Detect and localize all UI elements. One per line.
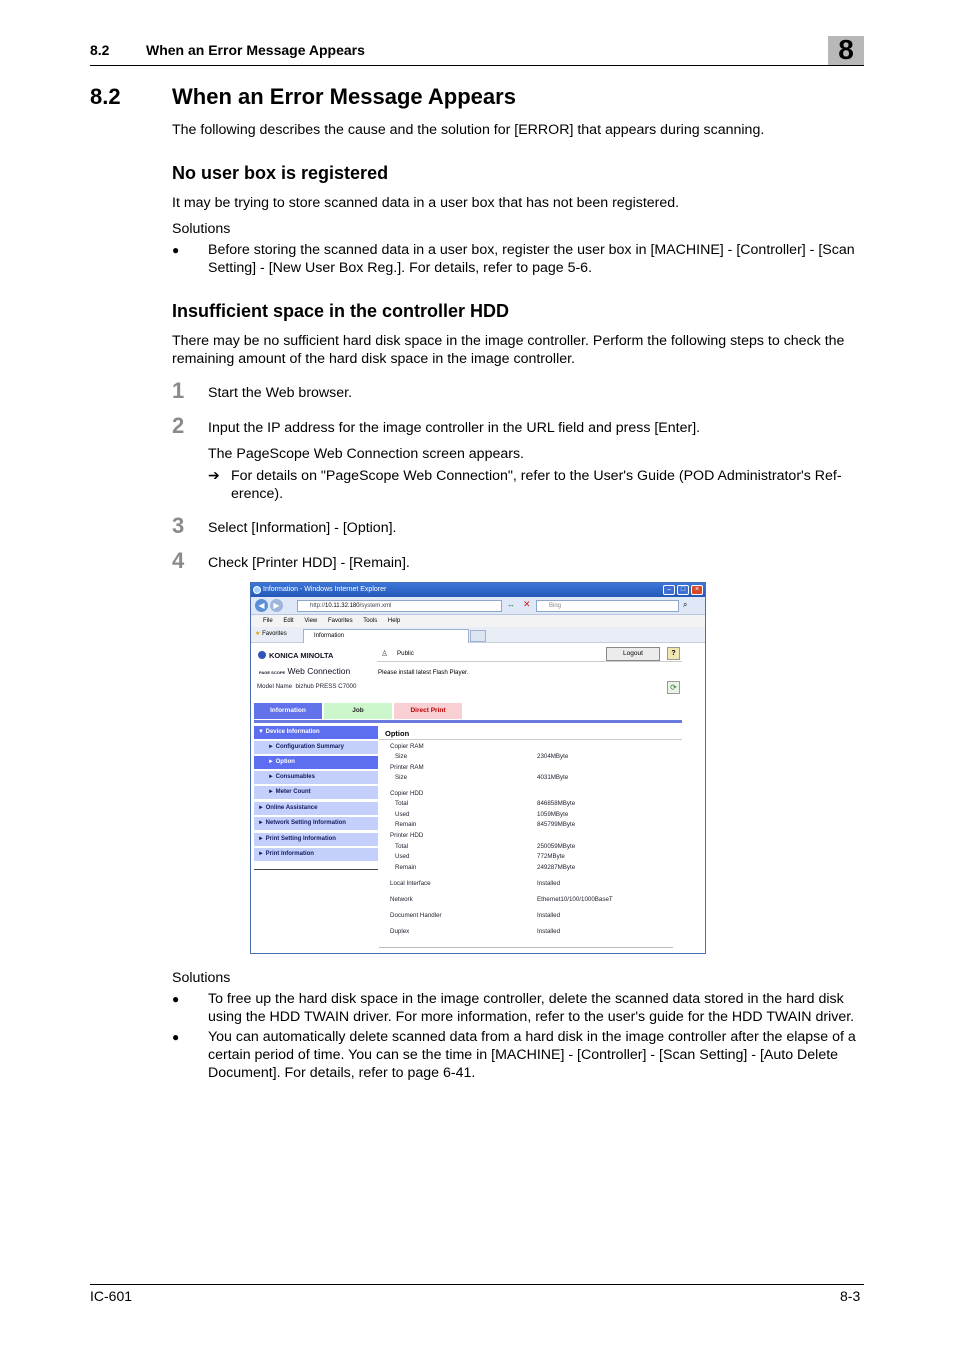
compat-icon[interactable]: ↔ xyxy=(507,600,515,609)
navigation-bar xyxy=(251,597,705,615)
sidebar-item-network-setting[interactable]: ► Network Setting Information xyxy=(254,817,378,830)
flash-message: Please install latest Flash Player. xyxy=(378,669,469,676)
sidebar-item-meter-count[interactable]: ► Meter Count xyxy=(254,786,378,799)
brand-small: PAGE SCOPE xyxy=(259,670,286,675)
heading-insufficient-space: Insufficient space in the controller HDD xyxy=(172,301,510,321)
option-label: Local Interface xyxy=(390,880,431,887)
main-tabs xyxy=(254,703,682,720)
s2-solutions-label: Solutions xyxy=(172,970,231,986)
option-value: Installed xyxy=(537,928,561,935)
search-input[interactable]: Bing xyxy=(536,600,679,612)
intro-paragraph: The following describes the cause and the solution for [ERROR] that appears during scanning. xyxy=(172,122,765,138)
tab-direct-print[interactable]: Direct Print xyxy=(394,703,462,719)
browser-screenshot xyxy=(250,582,706,954)
option-label: Copier HDD xyxy=(390,790,424,797)
address-bar[interactable] xyxy=(297,600,502,612)
option-value: 845799MByte xyxy=(537,821,576,828)
tab-information[interactable]: Information xyxy=(254,703,322,719)
sidebar-item-consumables[interactable]: ► Consumables xyxy=(254,771,378,784)
stop-icon[interactable]: ✕ xyxy=(523,599,531,609)
option-value: Installed xyxy=(537,880,561,887)
option-label: Used xyxy=(395,811,410,818)
search-icon[interactable]: ⌕ xyxy=(683,600,688,609)
sidebar-item-online-assistance[interactable]: ► Online Assistance xyxy=(254,802,378,815)
option-divider xyxy=(379,739,682,740)
bullet-marker: ● xyxy=(172,1030,180,1044)
s1-paragraph: It may be trying to store scanned data in a user box that has not been registered. xyxy=(172,195,680,211)
option-label: Copier RAM xyxy=(390,743,424,750)
step-result: The PageScope Web Connection screen appears. xyxy=(208,446,525,462)
logout-button[interactable]: Logout xyxy=(606,647,660,661)
tab-job[interactable]: Job xyxy=(324,703,392,719)
sidebar-item-option[interactable]: ► Option xyxy=(254,756,378,769)
web-connection-page xyxy=(251,643,705,953)
step-number: 3 xyxy=(172,513,185,538)
option-label: Total xyxy=(395,843,409,850)
back-button[interactable]: ◀ xyxy=(255,599,268,612)
option-label: Size xyxy=(395,774,408,781)
bullet-marker: ● xyxy=(172,243,180,257)
url-prefix: http:// xyxy=(310,603,326,609)
header-section-title: When an Error Message Appears xyxy=(146,42,365,58)
option-value: 1059MByte xyxy=(537,811,569,818)
web-connection-logo xyxy=(259,666,350,676)
close-button[interactable]: × xyxy=(691,585,703,595)
step-text: Check [Printer HDD] - [Remain]. xyxy=(208,555,410,571)
option-value: 846858MByte xyxy=(537,800,576,807)
option-label: Printer RAM xyxy=(390,764,424,771)
option-label: Remain xyxy=(395,821,417,828)
footer-rule xyxy=(90,1284,864,1285)
header-section-number: 8.2 xyxy=(90,42,110,58)
logo-icon xyxy=(258,651,266,659)
url-host: 10.11.32.180 xyxy=(325,603,360,609)
option-label: Duplex xyxy=(390,928,410,935)
option-bottom-rule xyxy=(379,947,673,948)
menu-tools[interactable]: Tools xyxy=(363,618,378,624)
option-label: Network xyxy=(390,896,413,903)
window-title: Information - Windows Internet Explorer xyxy=(263,586,387,593)
option-value: 772MByte xyxy=(537,853,565,860)
refresh-icon[interactable]: ⟳ xyxy=(667,681,680,694)
s2-bullet-2: You can automatically delete scanned data from a hard disk in the image controller after the elapse of a certain period of time. You can se the time in [MACHINE] - [Controller] - [Scan Setting] - [Auto Delete Document]. For details, refer to page 6-41. xyxy=(208,1029,856,1081)
option-label: Document Handler xyxy=(390,912,442,919)
sidebar-item-device-information[interactable]: ▼ Device Information xyxy=(254,726,378,739)
side-menu-rule xyxy=(254,869,378,870)
option-value: 249287MByte xyxy=(537,864,576,871)
arrow-icon: ➔ xyxy=(208,467,220,483)
step-note: For details on "PageScope Web Connection", refer to the User's Guide (POD Administrator's Ref-erence). xyxy=(231,468,842,502)
page-title: When an Error Message Appears xyxy=(172,84,516,109)
model-info xyxy=(257,683,377,691)
option-value: Ethernet10/100/1000BaseT xyxy=(537,896,613,903)
option-label: Total xyxy=(395,800,409,807)
s2-bullet-1: To free up the hard disk space in the image controller, delete the scanned data stored in the hard disk using the HDD TWAIN driver. For more information, refer to the user's guide for the HDD TWAIN driver. xyxy=(208,991,855,1025)
divider xyxy=(377,661,682,662)
option-label: Printer HDD xyxy=(390,832,424,839)
header-rule xyxy=(90,65,864,66)
menu-bar xyxy=(251,615,705,627)
forward-button[interactable]: ▶ xyxy=(270,599,283,612)
user-icon: ♙ xyxy=(381,649,389,658)
ie-icon xyxy=(253,586,261,594)
sidebar-item-print-information[interactable]: ► Print Information xyxy=(254,848,378,861)
konica-logo xyxy=(259,651,333,660)
window-titlebar xyxy=(251,583,705,597)
s1-bullet: Before storing the scanned data in a user box, register the user box in [MACHINE] - [Controller] - [Scan Setting] - [New User Box Reg.]. For details, refer to page 5-6. xyxy=(208,242,855,276)
model-label: Model Name xyxy=(257,683,293,690)
heading-no-user-box: No user box is registered xyxy=(172,163,389,183)
option-value: Installed xyxy=(537,912,561,919)
sidebar-item-print-setting[interactable]: ► Print Setting Information xyxy=(254,833,378,846)
step-number: 2 xyxy=(172,413,185,438)
brand-text: KONICA MINOLTA xyxy=(269,651,334,660)
model-value: bizhub PRESS C7000 xyxy=(295,683,357,690)
tab-underline xyxy=(254,720,682,723)
step-text: Input the IP address for the image controller in the URL field and press [Enter]. xyxy=(208,420,701,436)
url-path: /system.xml xyxy=(359,603,392,609)
maximize-button[interactable]: □ xyxy=(677,585,689,595)
page-title-number: 8.2 xyxy=(90,84,121,109)
sidebar-item-configuration-summary[interactable]: ► Configuration Summary xyxy=(254,741,378,754)
brand-name: Web Connection xyxy=(287,666,351,676)
footer-page-number: 8-3 xyxy=(840,1288,861,1304)
option-value: 2304MByte xyxy=(537,753,569,760)
footer-product: IC-601 xyxy=(90,1288,133,1304)
minimize-button[interactable]: – xyxy=(663,585,675,595)
star-icon: ★ xyxy=(255,631,261,637)
s2-paragraph: There may be no sufficient hard disk space in the image controller. Perform the following steps to check the remaining amount of the hard disk space in the image controller. xyxy=(172,333,845,367)
menu-file[interactable]: File xyxy=(263,618,273,624)
browser-tab[interactable]: Information xyxy=(303,629,469,643)
user-name: Public xyxy=(397,650,414,657)
option-value: 250059MByte xyxy=(537,843,576,850)
step-number: 4 xyxy=(172,548,185,573)
favorites-bar xyxy=(251,627,705,643)
menu-favorites[interactable]: Favorites xyxy=(327,618,353,624)
menu-help[interactable]: Help xyxy=(387,618,401,624)
step-number: 1 xyxy=(172,378,185,403)
favorites-label: Favorites xyxy=(262,631,287,637)
menu-view[interactable]: View xyxy=(304,618,318,624)
chapter-number: 8 xyxy=(838,34,854,65)
option-label: Size xyxy=(395,753,408,760)
new-tab-button[interactable] xyxy=(470,630,486,642)
favorites-button[interactable] xyxy=(255,630,287,637)
option-heading: Option xyxy=(385,729,410,738)
s1-solutions-label: Solutions xyxy=(172,221,231,237)
bullet-marker: ● xyxy=(172,992,180,1006)
step-text: Start the Web browser. xyxy=(208,385,353,401)
menu-edit[interactable]: Edit xyxy=(283,618,294,624)
help-icon[interactable]: ? xyxy=(667,647,680,660)
option-label: Remain xyxy=(395,864,417,871)
step-text: Select [Information] - [Option]. xyxy=(208,520,397,536)
option-label: Used xyxy=(395,853,410,860)
option-value: 4031MByte xyxy=(537,774,569,781)
